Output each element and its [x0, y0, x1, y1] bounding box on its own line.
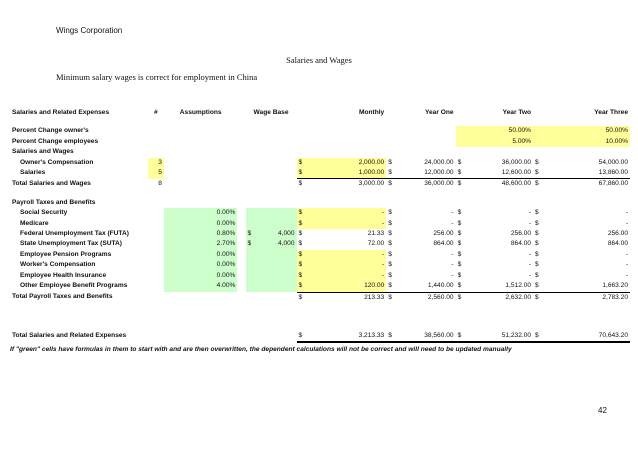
year-one-value: -: [451, 271, 454, 279]
currency: $: [388, 158, 392, 166]
monthly-value: 72.00: [367, 240, 385, 248]
currency: $: [457, 250, 462, 258]
monthly-value[interactable]: -: [309, 208, 387, 218]
total-count: 8: [158, 180, 162, 188]
page-number: 42: [598, 406, 607, 415]
payroll-row: [10, 281, 630, 292]
owner-year-one: 24,000.00: [424, 158, 454, 166]
currency: $: [388, 209, 392, 217]
header-label: Salaries and Related Expenses: [12, 109, 110, 116]
total-salaries-row: [10, 179, 630, 190]
row-label: State Unemployment Tax (SUTA): [20, 240, 122, 248]
monthly-value[interactable]: -: [309, 260, 387, 270]
owner-year-three: 54,000.00: [598, 158, 628, 166]
owner-monthly[interactable]: 2,000.00: [309, 158, 387, 168]
salaries-year-one: 12,000.00: [398, 168, 455, 179]
currency: $: [457, 240, 462, 248]
header-monthly: Monthly: [358, 109, 385, 116]
row-label: Total Payroll Taxes and Benefits: [12, 293, 113, 301]
currency: $: [535, 261, 539, 269]
header-year-three: Year Three: [594, 109, 628, 116]
sheet-title: Salaries and Wages: [286, 55, 352, 65]
row-label: Total Salaries and Related Expenses: [12, 332, 127, 340]
currency: $: [456, 168, 468, 179]
currency: $: [533, 168, 545, 179]
section-label: Salaries and Wages: [12, 148, 74, 156]
section-payroll: [10, 198, 630, 208]
year-three-value: 1,663.20: [545, 281, 630, 292]
year-one-value: -: [451, 209, 454, 217]
currency: $: [388, 240, 392, 248]
currency: $: [457, 230, 462, 238]
currency: $: [535, 271, 539, 279]
salaries-row: [10, 168, 630, 179]
total-payroll-monthly: 213.33: [364, 293, 385, 301]
year-one-value: 256.00: [433, 230, 454, 238]
section-salaries: [10, 147, 630, 157]
assumption-rate[interactable]: 0.00%: [164, 219, 237, 229]
currency: $: [456, 281, 468, 292]
currency: $: [457, 219, 462, 227]
row-label: Other Employee Benefit Programs: [20, 282, 128, 290]
assumption-rate[interactable]: 0.00%: [164, 271, 237, 281]
year-three-value: -: [625, 250, 628, 258]
currency: $: [457, 293, 462, 301]
company-name: Wings Corporation: [56, 26, 123, 35]
year-two-value: 256.00: [510, 230, 532, 238]
wage-base[interactable]: [256, 281, 297, 292]
row-label: Federal Unemployment Tax (FUTA): [20, 230, 129, 238]
total-payroll-year-one: 2,560.00: [427, 293, 454, 301]
currency: $: [388, 219, 392, 227]
wage-base[interactable]: [256, 208, 297, 218]
year-three-value: -: [625, 209, 628, 217]
payroll-row: [10, 260, 630, 270]
monthly-value[interactable]: 120.00: [309, 281, 387, 292]
row-label: Employee Pension Programs: [20, 250, 112, 258]
header-row: [10, 108, 630, 118]
assumption-rate[interactable]: 4.00%: [164, 281, 237, 292]
currency: $: [535, 240, 539, 248]
row-label: Owner's Compensation: [20, 158, 94, 166]
currency: $: [457, 209, 462, 217]
payroll-row: [10, 229, 630, 239]
currency: $: [388, 180, 392, 188]
currency: $: [297, 331, 309, 342]
currency: $: [456, 331, 468, 342]
year-three-value: 256.00: [607, 230, 628, 238]
currency: $: [297, 168, 309, 179]
currency: $: [386, 331, 398, 342]
row-label: Total Salaries and Wages: [12, 180, 91, 188]
salaries-table: [10, 108, 630, 343]
currency: $: [297, 271, 309, 281]
grand-total-year-one: 38,560.00: [398, 331, 455, 342]
currency: $: [298, 293, 303, 301]
payroll-rows: [10, 208, 630, 292]
currency: $: [535, 180, 539, 188]
note-text: If "green" cells have formulas in them to start with and are then overwritten, the dependent calculations will not be correct and will need to be updated manually: [10, 346, 512, 353]
pct-employees-year-three[interactable]: 10.00%: [545, 137, 630, 147]
row-label: Percent Change employees: [12, 137, 99, 145]
wage-base[interactable]: [256, 271, 297, 281]
monthly-value[interactable]: -: [309, 271, 387, 281]
currency: $: [298, 240, 303, 248]
total-payroll-year-three: 2,783.20: [602, 293, 628, 301]
year-three-value: 864.00: [607, 240, 628, 248]
owner-year-two: 36,000.00: [501, 158, 532, 166]
monthly-value[interactable]: -: [309, 219, 387, 229]
year-two-value: 1,512.00: [468, 281, 533, 292]
year-one-value: 1,440.00: [398, 281, 455, 292]
payroll-row: [10, 219, 630, 229]
grand-total-year-three: 70,643.20: [545, 331, 630, 342]
grand-total-row: [10, 331, 630, 342]
grand-total-year-two: 51,232.00: [468, 331, 533, 342]
wage-base[interactable]: [256, 219, 297, 229]
year-one-value: -: [451, 250, 454, 258]
currency: $: [388, 261, 392, 269]
currency: $: [457, 180, 462, 188]
subtitle: Minimum salary wages is correct for employment in China: [56, 72, 258, 82]
total-salaries-year-three: 67,860.00: [598, 180, 628, 188]
pct-change-employees-row: [10, 137, 630, 147]
total-salaries-year-two: 48,600.00: [501, 180, 532, 188]
currency: $: [533, 281, 545, 292]
currency: $: [535, 209, 539, 217]
row-label: Salaries: [20, 169, 46, 177]
currency: $: [535, 219, 539, 227]
pct-employees-year-two[interactable]: 5.00%: [468, 137, 533, 147]
header-year-one: Year One: [424, 109, 454, 116]
currency: $: [297, 281, 309, 292]
owner-row: [10, 158, 630, 168]
row-label: Employee Health Insurance: [20, 271, 107, 279]
currency: $: [297, 158, 309, 168]
year-two-value: -: [528, 271, 532, 279]
header-year-two: Year Two: [502, 109, 532, 116]
currency: $: [297, 260, 309, 270]
total-payroll-year-two: 2,632.00: [505, 293, 532, 301]
year-two-value: -: [528, 261, 532, 269]
year-two-value: -: [528, 250, 532, 258]
year-one-value: -: [451, 219, 454, 227]
total-payroll-row: [10, 292, 630, 303]
payroll-row: [10, 208, 630, 218]
wage-base[interactable]: 4,000: [256, 239, 297, 249]
row-label: Medicare: [20, 219, 49, 227]
wage-base[interactable]: [256, 250, 297, 260]
pct-owner-year-two[interactable]: 50.00%: [468, 126, 533, 136]
currency: $: [297, 219, 309, 229]
year-one-value: -: [451, 261, 454, 269]
year-two-value: -: [528, 209, 532, 217]
year-two-value: -: [528, 219, 532, 227]
assumption-rate[interactable]: 0.00%: [164, 250, 237, 260]
assumption-rate[interactable]: 2.70%: [164, 239, 237, 249]
currency: $: [298, 230, 303, 238]
monthly-value[interactable]: -: [309, 250, 387, 260]
wage-base[interactable]: 4,000: [256, 229, 297, 239]
assumption-rate[interactable]: 0.00%: [164, 260, 237, 270]
salaries-year-three: 13,860.00: [545, 168, 630, 179]
pct-change-owner-row: [10, 126, 630, 136]
header-assumptions: Assumptions: [179, 109, 222, 116]
currency: $: [388, 271, 392, 279]
year-three-value: -: [625, 261, 628, 269]
currency: $: [246, 229, 256, 239]
currency: $: [535, 293, 539, 301]
currency: $: [246, 239, 256, 249]
salaries-count[interactable]: 5: [148, 168, 164, 179]
grand-total-monthly: 3,213.33: [309, 331, 387, 342]
currency: $: [457, 158, 462, 166]
currency: $: [457, 271, 462, 279]
currency: $: [386, 281, 398, 292]
wage-base[interactable]: [256, 260, 297, 270]
pct-owner-year-three[interactable]: 50.00%: [545, 126, 630, 136]
currency: $: [388, 293, 392, 301]
salaries-monthly[interactable]: 1,000.00: [309, 168, 387, 179]
total-salaries-monthly: 3,000.00: [358, 180, 385, 188]
currency: $: [533, 331, 545, 342]
currency: $: [386, 168, 398, 179]
currency: $: [297, 208, 309, 218]
currency: $: [388, 250, 392, 258]
header-num: #: [153, 109, 158, 116]
payroll-row: [10, 250, 630, 260]
currency: $: [297, 250, 309, 260]
monthly-value: 21.33: [367, 230, 385, 238]
payroll-row: [10, 239, 630, 249]
payroll-row: [10, 271, 630, 281]
year-three-value: -: [625, 219, 628, 227]
currency: $: [535, 230, 539, 238]
row-label: Percent Change owner's: [12, 127, 89, 135]
currency: $: [388, 230, 392, 238]
year-two-value: 864.00: [510, 240, 532, 248]
year-one-value: 864.00: [433, 240, 454, 248]
section-label: Payroll Taxes and Benefits: [12, 198, 96, 206]
assumption-rate[interactable]: 0.80%: [164, 229, 237, 239]
currency: $: [298, 180, 303, 188]
owner-count[interactable]: 3: [148, 158, 164, 168]
header-wage-base: Wage Base: [253, 109, 289, 116]
year-three-value: -: [625, 271, 628, 279]
currency: $: [457, 261, 462, 269]
row-label: Worker's Compensation: [20, 261, 96, 269]
assumption-rate[interactable]: 0.00%: [164, 208, 237, 218]
row-label: Social Security: [20, 209, 68, 217]
total-salaries-year-one: 36,000.00: [424, 180, 454, 188]
salaries-year-two: 12,600.00: [468, 168, 533, 179]
currency: $: [535, 158, 539, 166]
currency: $: [535, 250, 539, 258]
